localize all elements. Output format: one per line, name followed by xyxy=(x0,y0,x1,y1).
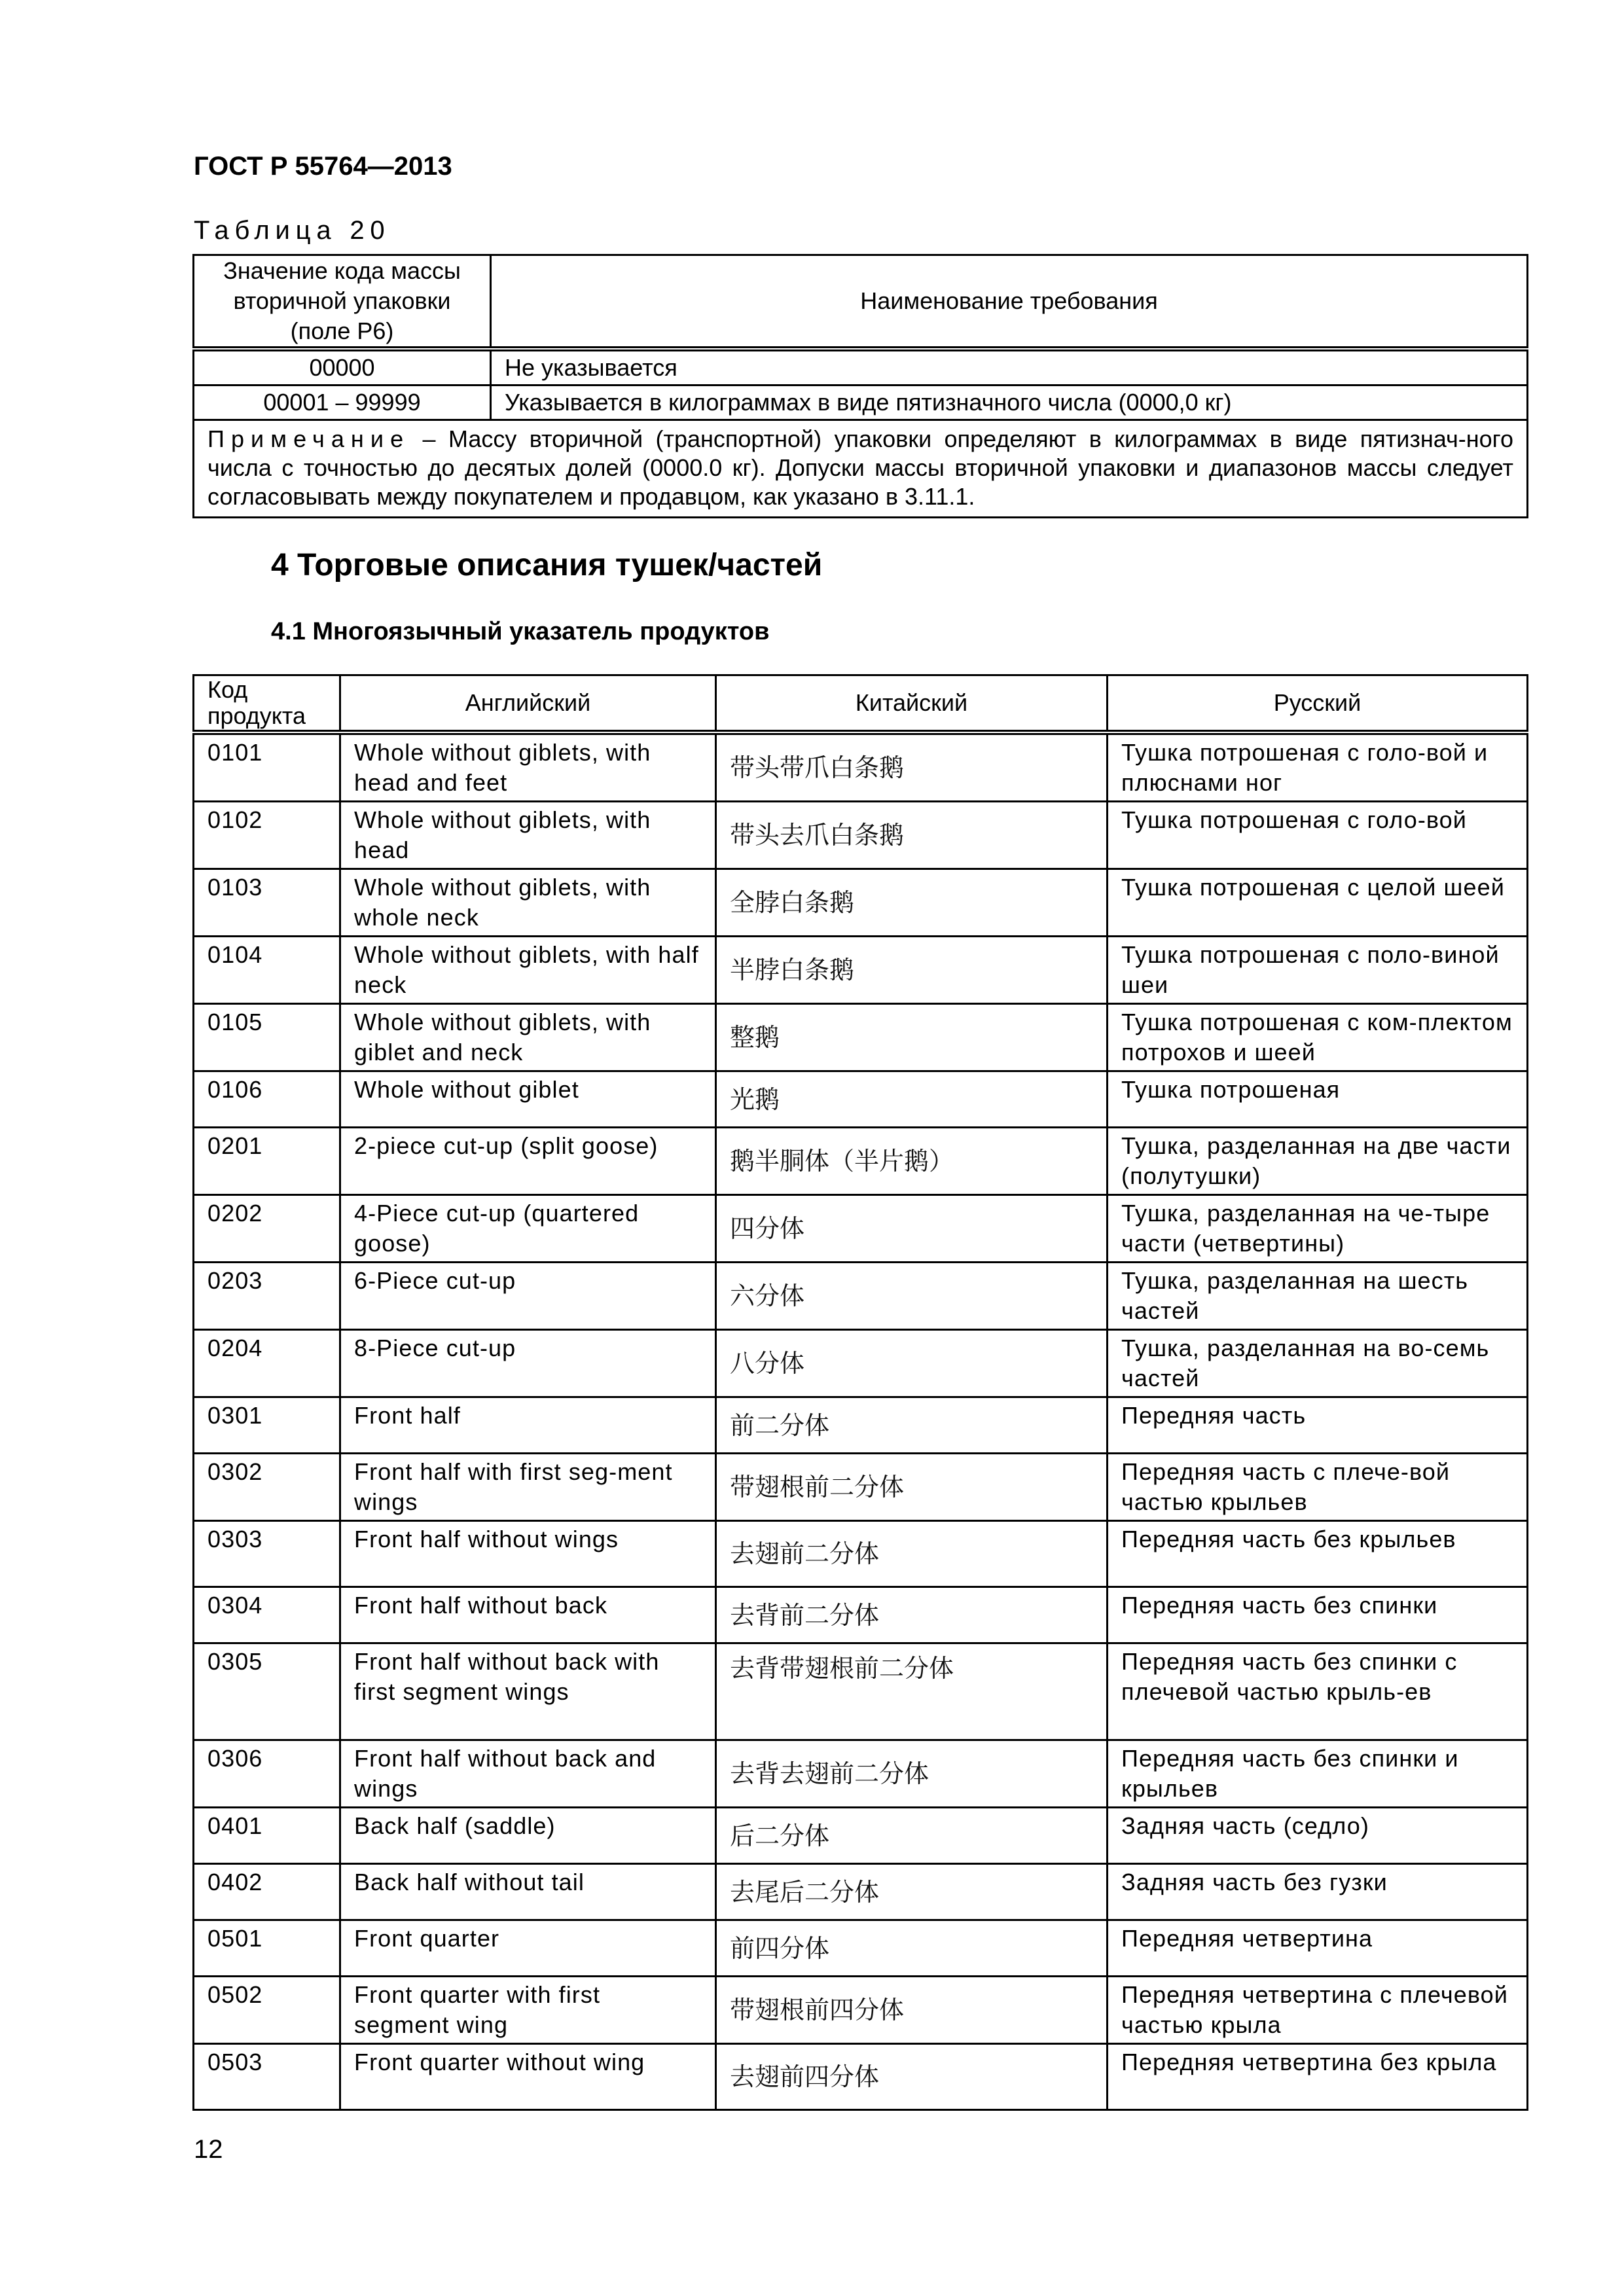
product-russian: Передняя часть без спинки и крыльев xyxy=(1108,1740,1528,1808)
product-russian: Передняя часть без спинки с плечевой частью крыль-ев xyxy=(1108,1643,1528,1740)
product-chinese: 前二分体 xyxy=(716,1397,1108,1454)
product-chinese: 八分体 xyxy=(716,1330,1108,1397)
product-chinese: 去背去翅前二分体 xyxy=(716,1740,1108,1808)
product-code: 0306 xyxy=(194,1740,340,1808)
product-russian: Передняя четвертина без крыла xyxy=(1108,2044,1528,2110)
table-row xyxy=(194,1454,1528,1521)
product-chinese: 去翅前四分体 xyxy=(716,2044,1108,2110)
header-russian: Русский xyxy=(1108,675,1528,733)
product-russian: Передняя четвертина с плечевой частью крыла xyxy=(1108,1977,1528,2044)
table-20-code-cell: 00001 – 99999 xyxy=(194,386,491,420)
product-english: Whole without giblets, with giblet and neck xyxy=(340,1004,716,1071)
product-code: 0304 xyxy=(194,1587,340,1643)
product-russian: Задняя часть (седло) xyxy=(1108,1808,1528,1864)
product-russian: Тушка потрошеная с ком-плектом потрохов и шеей xyxy=(1108,1004,1528,1071)
product-chinese: 带翅根前四分体 xyxy=(716,1977,1108,2044)
table-row xyxy=(194,1195,1528,1263)
table-row xyxy=(194,2044,1528,2110)
table-row xyxy=(194,1128,1528,1195)
product-chinese: 光鹅 xyxy=(716,1071,1108,1128)
product-english: Whole without giblet xyxy=(340,1071,716,1128)
product-chinese: 前四分体 xyxy=(716,1920,1108,1977)
product-chinese: 去背带翅根前二分体 xyxy=(716,1643,1108,1740)
table-20-header-row xyxy=(194,255,1528,350)
product-code: 0303 xyxy=(194,1521,340,1587)
table-20-text-cell: Не указывается xyxy=(491,349,1528,386)
subsection-title: 4.1 Многоязычный указатель продуктов xyxy=(271,618,770,645)
product-english: Whole without giblets, with whole neck xyxy=(340,869,716,937)
product-code: 0305 xyxy=(194,1643,340,1740)
product-russian: Тушка потрошеная с голо-вой и плюснами ног xyxy=(1108,732,1528,802)
product-chinese: 后二分体 xyxy=(716,1808,1108,1864)
table-row xyxy=(194,869,1528,937)
table-row xyxy=(194,937,1528,1004)
product-english: Front half with first seg-ment wings xyxy=(340,1454,716,1521)
table-row xyxy=(194,1004,1528,1071)
document-id-header: ГОСТ Р 55764—2013 xyxy=(194,152,452,181)
table-row xyxy=(194,1521,1528,1587)
product-code: 0104 xyxy=(194,937,340,1004)
product-code: 0105 xyxy=(194,1004,340,1071)
product-english: Back half without tail xyxy=(340,1864,716,1920)
section-title: 4 Торговые описания тушек/частей xyxy=(271,548,823,583)
product-russian: Тушка, разделанная на шесть частей xyxy=(1108,1263,1528,1330)
table-20-note-row xyxy=(194,420,1528,518)
product-code: 0401 xyxy=(194,1808,340,1864)
product-english: Whole without giblets, with half neck xyxy=(340,937,716,1004)
product-code: 0402 xyxy=(194,1864,340,1920)
note-text: – Массу вторичной (транспортной) упаковки определяют в килограммах в виде пятизнач-ного числа с точностью до десятых долей (0000.0 кг). Допуски массы вторичной упаковки и диапазонов массы следует согласовывать между покупателем и продавцом, как указано в 3.11.1. xyxy=(208,425,1513,510)
product-code: 0203 xyxy=(194,1263,340,1330)
product-english: 8-Piece cut-up xyxy=(340,1330,716,1397)
product-russian: Тушка, разделанная на во-семь частей xyxy=(1108,1330,1528,1397)
product-russian: Передняя часть без спинки xyxy=(1108,1587,1528,1643)
table-row xyxy=(194,1643,1528,1740)
product-russian: Тушка, разделанная на че-тыре части (четвертины) xyxy=(1108,1195,1528,1263)
product-russian: Тушка, разделанная на две части (полутушки) xyxy=(1108,1128,1528,1195)
product-table-header-row xyxy=(194,675,1528,733)
product-index-table xyxy=(192,674,1528,2111)
product-russian: Задняя часть без гузки xyxy=(1108,1864,1528,1920)
product-code: 0502 xyxy=(194,1977,340,2044)
product-code: 0301 xyxy=(194,1397,340,1454)
product-chinese: 六分体 xyxy=(716,1263,1108,1330)
header-code: Код продукта xyxy=(194,675,340,733)
product-chinese: 鹅半胴体（半片鹅） xyxy=(716,1128,1108,1195)
table-20-text-cell: Указывается в килограммах в виде пятизначного числа (0000,0 кг) xyxy=(491,386,1528,420)
product-chinese: 去背前二分体 xyxy=(716,1587,1108,1643)
product-chinese: 四分体 xyxy=(716,1195,1108,1263)
product-code: 0101 xyxy=(194,732,340,802)
table-20-code-cell: 00000 xyxy=(194,349,491,386)
product-english: Front quarter without wing xyxy=(340,2044,716,2110)
table-caption: Таблица 20 xyxy=(194,216,391,245)
product-code: 0202 xyxy=(194,1195,340,1263)
product-english: Front half without back xyxy=(340,1587,716,1643)
product-english: Front half xyxy=(340,1397,716,1454)
product-english: Front half without wings xyxy=(340,1521,716,1587)
product-code: 0204 xyxy=(194,1330,340,1397)
table-row xyxy=(194,732,1528,802)
product-code: 0302 xyxy=(194,1454,340,1521)
product-code: 0201 xyxy=(194,1128,340,1195)
table-row xyxy=(194,1071,1528,1128)
product-code: 0102 xyxy=(194,802,340,869)
table-row xyxy=(194,1263,1528,1330)
product-code: 0103 xyxy=(194,869,340,937)
table-20-note xyxy=(194,420,1528,518)
page-number: 12 xyxy=(194,2135,223,2164)
header-chinese: Китайский xyxy=(716,675,1108,733)
product-chinese: 整鹅 xyxy=(716,1004,1108,1071)
product-russian: Передняя часть с плече-вой частью крыльев xyxy=(1108,1454,1528,1521)
table-row xyxy=(194,802,1528,869)
table-row xyxy=(194,386,1528,420)
table-20 xyxy=(192,254,1528,518)
table-row xyxy=(194,1808,1528,1864)
product-russian: Тушка потрошеная xyxy=(1108,1071,1528,1128)
product-english: 2-piece cut-up (split goose) xyxy=(340,1128,716,1195)
product-chinese: 带头带爪白条鹅 xyxy=(716,732,1108,802)
product-chinese: 带头去爪白条鹅 xyxy=(716,802,1108,869)
table-row xyxy=(194,1864,1528,1920)
product-code: 0106 xyxy=(194,1071,340,1128)
product-chinese: 半脖白条鹅 xyxy=(716,937,1108,1004)
table-row xyxy=(194,1330,1528,1397)
table-row xyxy=(194,1587,1528,1643)
table-row xyxy=(194,1977,1528,2044)
product-code: 0503 xyxy=(194,2044,340,2110)
product-russian: Тушка потрошеная с целой шеей xyxy=(1108,869,1528,937)
table-row xyxy=(194,1920,1528,1977)
product-english: Front half without back and wings xyxy=(340,1740,716,1808)
table-20-header-code: Значение кода массы вторичной упаковки (поле P6) xyxy=(194,255,491,350)
table-row xyxy=(194,1740,1528,1808)
product-chinese: 去翅前二分体 xyxy=(716,1521,1108,1587)
product-english: Front quarter xyxy=(340,1920,716,1977)
product-russian: Тушка потрошеная с голо-вой xyxy=(1108,802,1528,869)
product-english: 6-Piece cut-up xyxy=(340,1263,716,1330)
product-english: Front quarter with first segment wing xyxy=(340,1977,716,2044)
header-english: Английский xyxy=(340,675,716,733)
product-russian: Передняя четвертина xyxy=(1108,1920,1528,1977)
table-row xyxy=(194,1397,1528,1454)
product-english: Front half without back with first segment wings xyxy=(340,1643,716,1740)
product-chinese: 去尾后二分体 xyxy=(716,1864,1108,1920)
product-code: 0501 xyxy=(194,1920,340,1977)
product-chinese: 带翅根前二分体 xyxy=(716,1454,1108,1521)
product-english: 4-Piece cut-up (quartered goose) xyxy=(340,1195,716,1263)
product-english: Back half (saddle) xyxy=(340,1808,716,1864)
product-chinese: 全脖白条鹅 xyxy=(716,869,1108,937)
table-20-header-requirement: Наименование требования xyxy=(491,255,1528,350)
product-english: Whole without giblets, with head xyxy=(340,802,716,869)
product-russian: Передняя часть xyxy=(1108,1397,1528,1454)
product-russian: Передняя часть без крыльев xyxy=(1108,1521,1528,1587)
product-english: Whole without giblets, with head and feet xyxy=(340,732,716,802)
note-label: Примечание xyxy=(208,425,410,452)
product-russian: Тушка потрошеная с поло-виной шеи xyxy=(1108,937,1528,1004)
table-row xyxy=(194,349,1528,386)
